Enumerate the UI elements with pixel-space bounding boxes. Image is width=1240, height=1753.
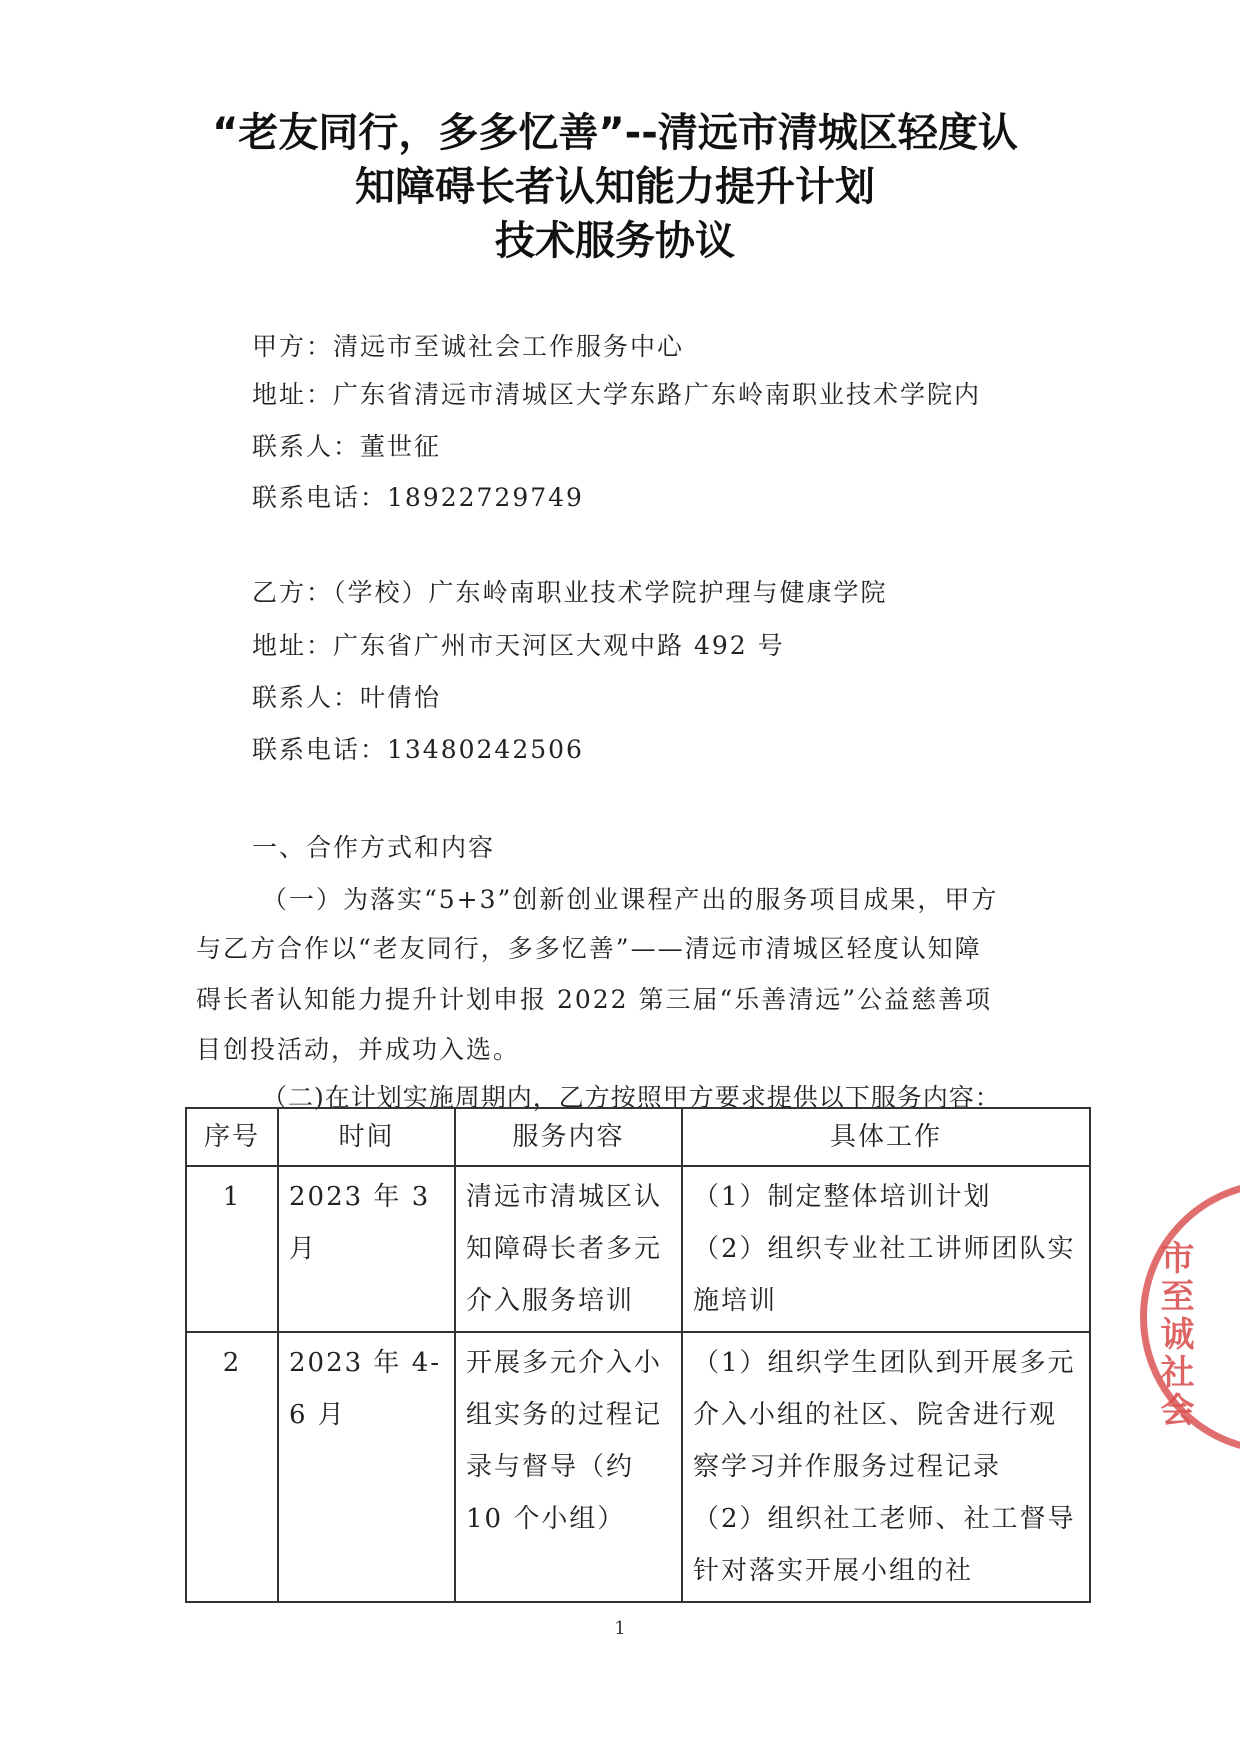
header-no: 序号 [186, 1108, 278, 1166]
row-no: 2 [186, 1332, 278, 1602]
page-number: 1 [614, 1618, 626, 1639]
party-b-phone: 联系电话：13480242506 [252, 735, 584, 764]
row-no: 1 [186, 1166, 278, 1332]
service-table [185, 1107, 1091, 1603]
document-title [150, 106, 1080, 268]
row-service: 开展多元介入小组实务的过程记录与督导（约 10 个小组） [455, 1332, 682, 1602]
header-time: 时间 [278, 1108, 455, 1166]
row-time: 2023 年 4-6 月 [278, 1332, 455, 1602]
party-b-address: 地址：广东省广州市天河区大观中路 492 号 [252, 631, 785, 660]
party-b-contact: 联系人：叶倩怡 [252, 683, 442, 712]
section-1-para-1-line-4: 目创投活动，并成功入选。 [196, 1035, 521, 1064]
section-1-para-1-line-3: 碍长者认知能力提升计划申报 2022 第三届“乐善清远”公益慈善项 [196, 985, 993, 1014]
row-work-item-2: （2）组织社工老师、社工督导针对落实开展小组的社 [693, 1504, 1076, 1586]
title-line-2: 知障碍长者认知能力提升计划 [355, 164, 875, 210]
header-work: 具体工作 [682, 1108, 1090, 1166]
party-a-address: 地址：广东省清远市清城区大学东路广东岭南职业技术学院内 [252, 380, 982, 409]
table-header-row [186, 1108, 1090, 1166]
title-line-3: 技术服务协议 [495, 218, 735, 264]
row-work [682, 1332, 1090, 1602]
party-a-contact: 联系人：董世征 [252, 432, 442, 461]
section-1-para-2: （二)在计划实施周期内，乙方按照甲方要求提供以下服务内容： [262, 1083, 1001, 1112]
title-line-1: “老友同行，多多忆善”--清远市清城区轻度认 [212, 110, 1018, 156]
section-1-heading: 一、合作方式和内容 [252, 833, 496, 862]
row-time: 2023 年 3 月 [278, 1166, 455, 1332]
party-b-name: 乙方：（学校）广东岭南职业技术学院护理与健康学院 [252, 578, 888, 607]
header-service: 服务内容 [455, 1108, 682, 1166]
row-service: 清远市清城区认知障碍长者多元介入服务培训 [455, 1166, 682, 1332]
row-work-item-2: （2）组织专业社工讲师团队实施培训 [693, 1234, 1076, 1316]
row-work-item-1: （1）制定整体培训计划 [693, 1182, 992, 1212]
party-a-phone: 联系电话：18922729749 [252, 483, 584, 512]
table-row [186, 1166, 1090, 1332]
table-row [186, 1332, 1090, 1602]
row-work-item-1: （1）组织学生团队到开展多元介入小组的社区、院舍进行观察学习并作服务过程记录 [693, 1348, 1076, 1482]
section-1-para-1-line-1: （一）为落实“5+3”创新创业课程产出的服务项目成果，甲方 [262, 885, 999, 914]
row-work [682, 1166, 1090, 1332]
red-seal-text: 市至诚社会 [1154, 1240, 1194, 1430]
party-a-name: 甲方：清远市至诚社会工作服务中心 [252, 332, 685, 361]
section-1-para-1-line-2: 与乙方合作以“老友同行，多多忆善”——清远市清城区轻度认知障 [196, 934, 982, 963]
